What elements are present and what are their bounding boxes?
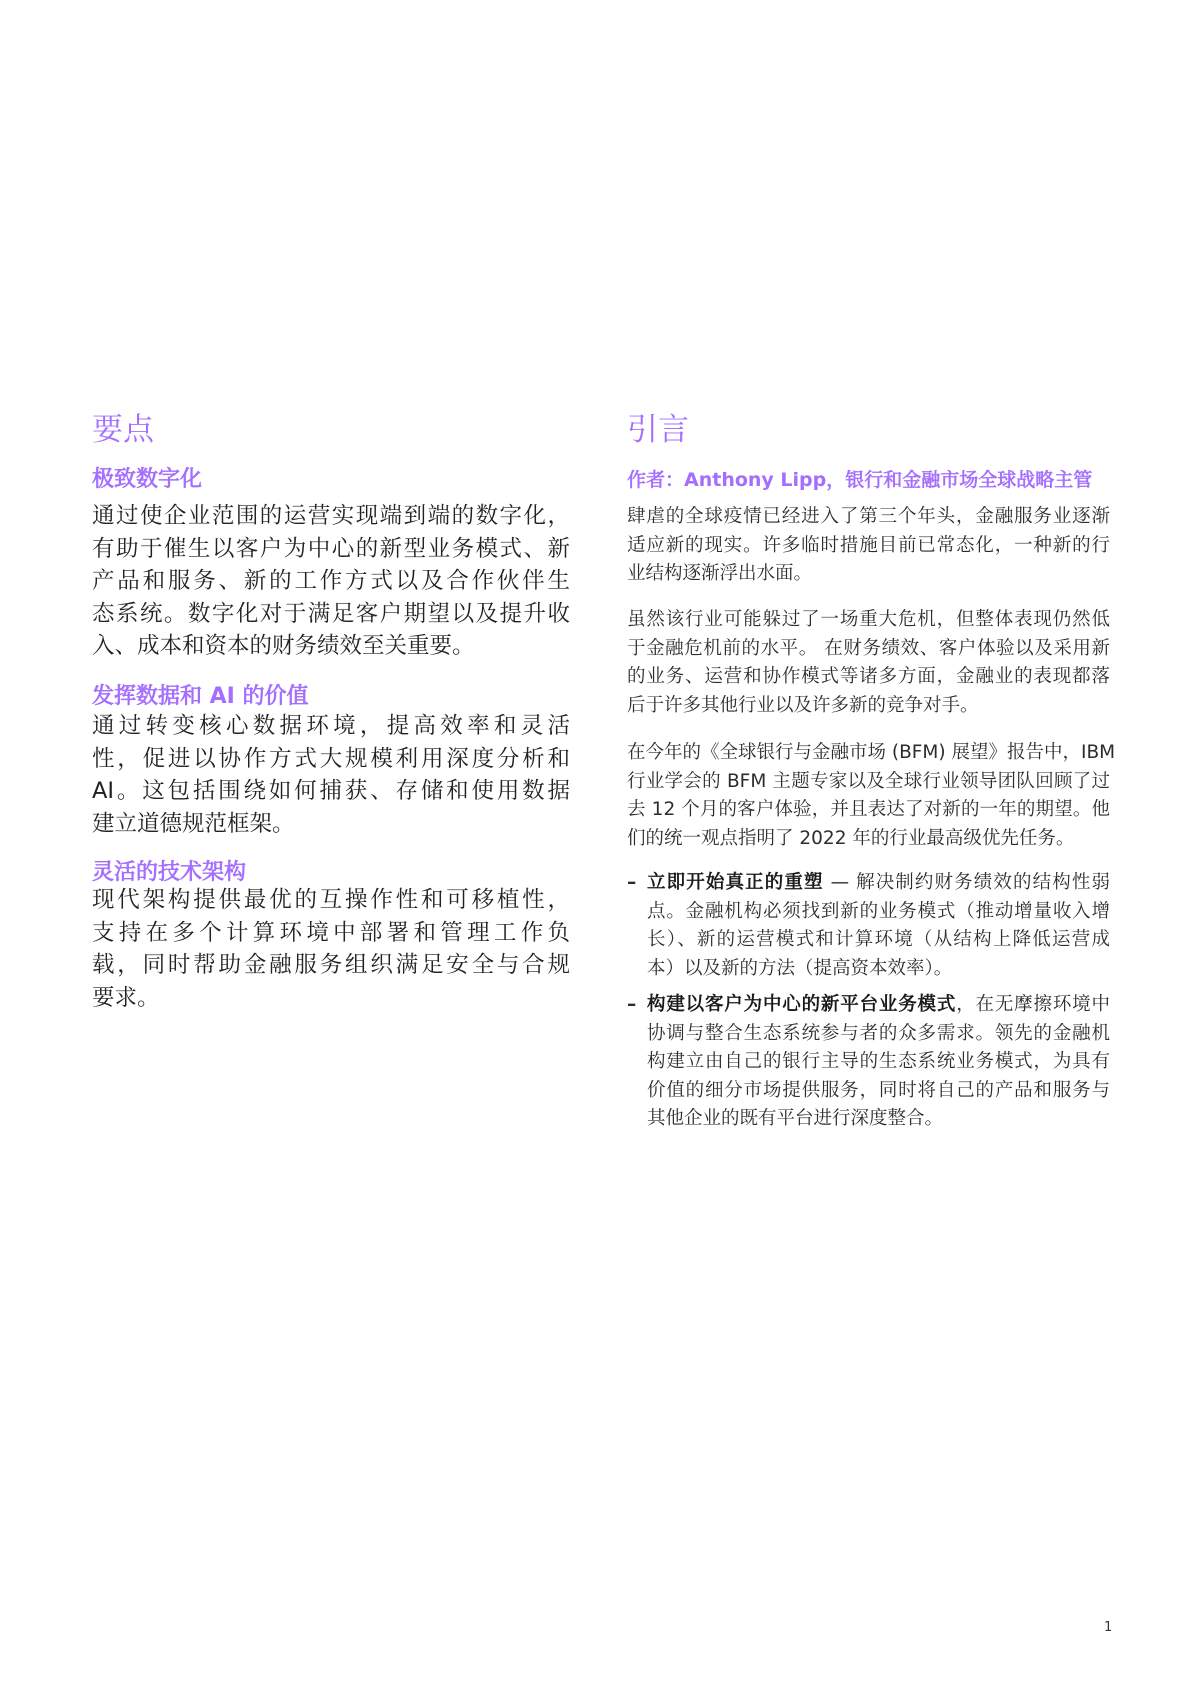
- text-line: 产品和服务、新的工作方式以及合作伙伴生: [92, 568, 570, 594]
- section-body: [92, 500, 570, 663]
- text-line: 本）以及新的方法（提高资本效率）。: [647, 957, 953, 979]
- text-line: 载，同时帮助金融服务组织满足安全与合规: [92, 952, 570, 978]
- page-number: 1: [1104, 1620, 1113, 1635]
- bullet-dash: –: [627, 994, 637, 1015]
- section-body: [92, 884, 570, 1014]
- text-line: 在今年的《全球银行与金融市场 (BFM) 展望》报告中，IBM: [627, 742, 1116, 763]
- text-line: AI。这包括围绕如何捕获、存储和使用数据: [92, 778, 570, 804]
- text-line: 于金融危机前的水平。 在财务绩效、客户体验以及采用新: [627, 637, 1110, 659]
- text-line: 们的统一观点指明了 2022 年的行业最高级优先任务。: [627, 827, 1075, 849]
- text-line: 适应新的现实。许多临时措施目前已常态化，一种新的行: [627, 534, 1110, 556]
- intro-paragraph: [627, 739, 1116, 853]
- text-line: 建立道德规范框架。: [92, 810, 295, 837]
- text-line: 的业务、运营和协作模式等诸多方面，金融业的表现都落: [627, 666, 1110, 687]
- key-points-title: 要点: [92, 412, 154, 448]
- section-body: [92, 710, 570, 840]
- section-heading: 极致数字化: [92, 467, 203, 492]
- section-heading: 发挥数据和 AI 的价值: [92, 684, 309, 709]
- text-line: 价值的细分市场提供服务，同时将自己的产品和服务与: [647, 1079, 1110, 1101]
- text-line: 行业学会的 BFM 主题专家以及全球行业领导团队回顾了过: [627, 770, 1110, 792]
- bullet-lead: 立即开始真正的重塑: [647, 872, 824, 893]
- text-line: 通过转变核心数据环境，提高效率和灵活: [92, 713, 570, 739]
- priority-bullet: [627, 869, 1110, 983]
- text-line: [647, 991, 1110, 1020]
- bullet-dash: –: [627, 872, 637, 893]
- intro-paragraph: [627, 606, 1110, 720]
- bullet-text: — 解决制约财务绩效的结构性弱: [823, 872, 1110, 893]
- introduction-title: 引言: [627, 412, 689, 448]
- text-line: 入、成本和资本的财务绩效至关重要。: [92, 633, 475, 659]
- section-heading: 灵活的技术架构: [92, 860, 247, 885]
- text-line: 通过使企业范围的运营实现端到端的数字化，: [92, 503, 570, 529]
- intro-paragraph: [627, 503, 1110, 589]
- text-line: [647, 869, 1110, 898]
- text-line: 后于许多其他行业以及许多新的竞争对手。: [627, 694, 979, 716]
- text-line: 支持在多个计算环境中部署和管理工作负: [92, 919, 570, 946]
- text-line: 长）、新的运营模式和计算环境（从结构上降低运营成: [647, 929, 1110, 950]
- text-line: 现代架构提供最优的互操作性和可移植性，: [92, 887, 570, 913]
- text-line: 虽然该行业可能躲过了一场重大危机，但整体表现仍然低: [627, 609, 1110, 630]
- text-line: 构建立由自己的银行主导的生态系统业务模式，为具有: [647, 1051, 1110, 1072]
- text-line: 协调与整合生态系统参与者的众多需求。领先的金融机: [647, 1022, 1110, 1044]
- text-line: 业结构逐渐浮出水面。: [627, 563, 813, 584]
- author-byline: 作者：Anthony Lipp，银行和金融市场全球战略主管: [627, 469, 1093, 491]
- text-line: 点。金融机构必须找到新的业务模式（推动增量收入增: [647, 900, 1110, 922]
- text-line: 要求。: [92, 984, 160, 1011]
- text-line: 去 12 个月的客户体验，并且表达了对新的一年的期望。他: [627, 799, 1110, 820]
- text-line: 有助于催生以客户为中心的新型业务模式、新: [92, 535, 570, 562]
- text-line: 肆虐的全球疫情已经进入了第三个年头，金融服务业逐渐: [627, 506, 1110, 527]
- text-line: 其他企业的既有平台进行深度整合。: [647, 1108, 944, 1129]
- bullet-lead: 构建以客户为中心的新平台业务模式: [647, 994, 957, 1015]
- bullet-text: ，在无摩擦环境中: [956, 994, 1110, 1015]
- text-line: 性，促进以协作方式大规模利用深度分析和: [92, 745, 570, 772]
- text-line: 态系统。数字化对于满足客户期望以及提升收: [92, 600, 570, 627]
- priority-bullet: [627, 991, 1110, 1134]
